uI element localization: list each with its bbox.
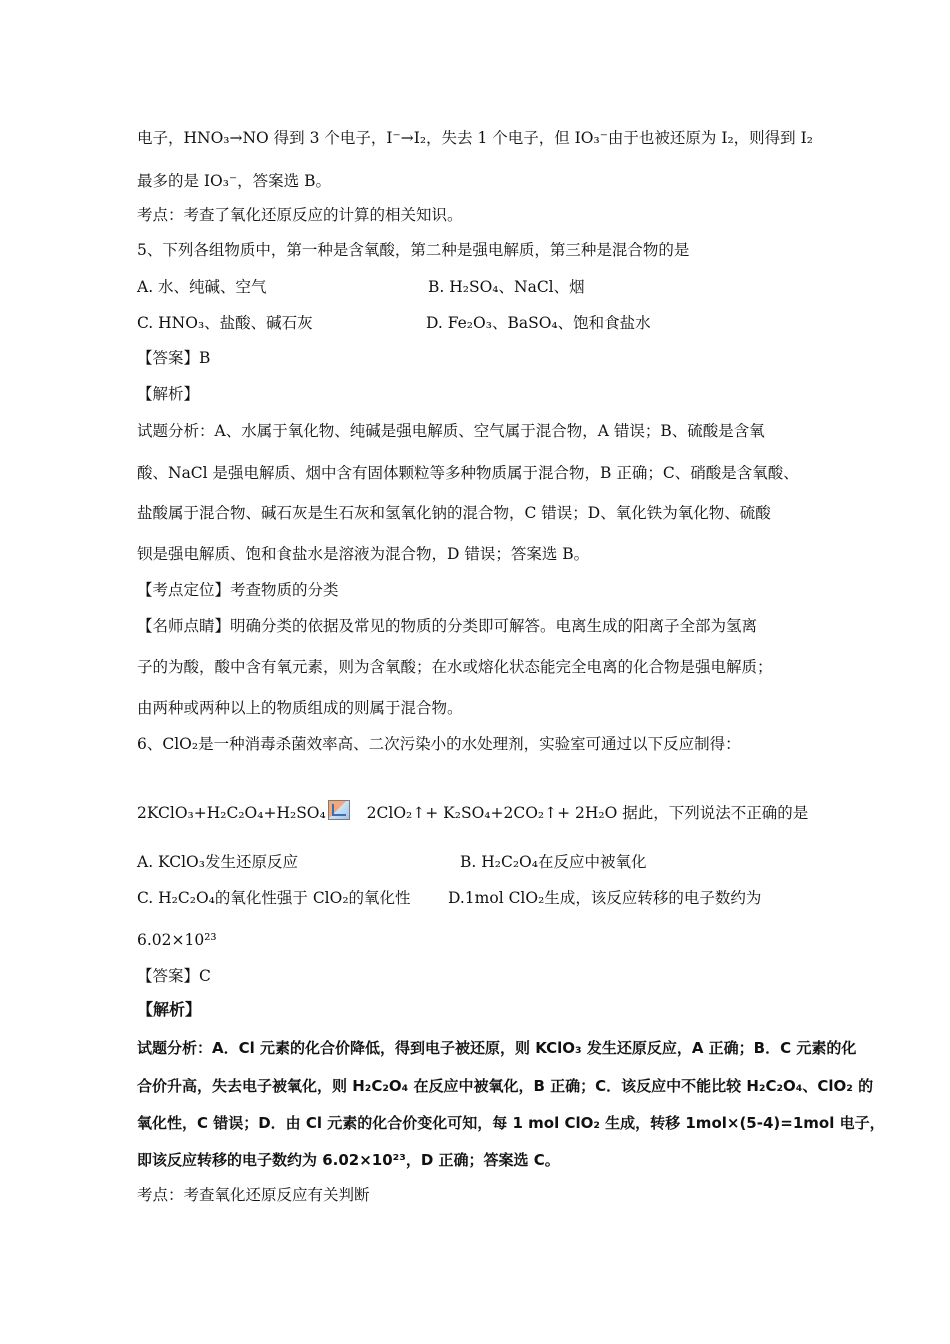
option-d: D.1mol ClO₂生成，该反应转移的电子数约为 [448, 889, 762, 907]
equation-products: 2ClO₂↑+ K₂SO₄+2CO₂↑+ 2H₂O 据此，下列说法不正确的是 [366, 804, 809, 822]
analysis-line: 盐酸属于混合物、碱石灰是生石灰和氢氧化钠的混合物，C 错误；D、氧化铁为氧化物、硫酸 [137, 504, 771, 522]
analysis-heading: 【解析】 [137, 1000, 202, 1019]
option-b: B. H₂C₂O₄在反应中被氧化 [460, 853, 647, 871]
equation-line [137, 800, 808, 823]
analysis-line: 试题分析：A、水属于氧化物、纯碱是强电解质、空气属于混合物，A 错误；B、硫酸是含氧 [137, 422, 765, 440]
analysis-line: 合价升高，失去电子被氧化，则 H₂C₂O₄ 在反应中被氧化，B 正确；C．该反应中不能比较 H₂C₂O₄、ClO₂ 的 [137, 1077, 874, 1095]
key-point-line: 考点：考查氧化还原反应有关判断 [137, 1186, 370, 1204]
question-6: 6、ClO₂是一种消毒杀菌效率高、二次污染小的水处理剂，实验室可通过以下反应制得： [137, 735, 741, 753]
option-d: D. Fe₂O₃、BaSO₄、饱和食盐水 [426, 314, 651, 332]
option-c: C. H₂C₂O₄的氧化性强于 ClO₂的氧化性 [137, 889, 411, 907]
option-c: C. HNO₃、盐酸、碱石灰 [137, 314, 313, 332]
note-line: 考点：考查了氧化还原反应的计算的相关知识。 [137, 206, 463, 224]
option-d-continued: 6.02×10²³ [137, 931, 217, 949]
analysis-line: 氧化性，C 错误；D．由 Cl 元素的化合价变化可知，每 1 mol ClO₂ 生成，转移 1mol×(5-4)=1mol 电子， [137, 1114, 885, 1132]
analysis-line: 钡是强电解质、饱和食盐水是溶液为混合物，D 错误；答案选 B。 [137, 545, 590, 563]
answer-label: 【答案】C [137, 967, 211, 985]
equation-reactants: 2KClO₃+H₂C₂O₄+H₂SO₄ [137, 804, 326, 822]
key-point-line: 【考点定位】考查物质的分类 [137, 581, 339, 599]
option-a: A. 水、纯碱、空气 [137, 278, 267, 296]
option-b: B. H₂SO₄、NaCl、烟 [428, 278, 585, 296]
teacher-note-line: 由两种或两种以上的物质组成的则属于混合物。 [137, 699, 463, 717]
teacher-note-line: 【名师点睛】明确分类的依据及常见的物质的分类即可解答。电离生成的阳离子全部为氢离 [137, 617, 758, 635]
text-line: 电子，HNO₃→NO 得到 3 个电子，I⁻→I₂，失去 1 个电子，但 IO₃⁻由于也被还原为 I₂，则得到 I₂ [137, 129, 813, 147]
analysis-line: 试题分析：A．Cl 元素的化合价降低，得到电子被还原，则 KClO₃ 发生还原反应，A 正确；B．C 元素的化 [137, 1039, 857, 1057]
analysis-heading: 【解析】 [137, 385, 200, 403]
option-a: A. KClO₃发生还原反应 [137, 853, 298, 871]
text-line: 最多的是 IO₃⁻，答案选 B。 [137, 172, 331, 190]
analysis-line: 即该反应转移的电子数约为 6.02×10²³，D 正确；答案选 C。 [137, 1151, 560, 1169]
answer-label: 【答案】B [137, 349, 211, 367]
analysis-line: 酸、NaCl 是强电解质、烟中含有固体颗粒等多种物质属于混合物，B 正确；C、硝酸是含氧酸、 [137, 464, 799, 482]
reaction-arrow-image-icon [328, 800, 350, 820]
question-5: 5、下列各组物质中，第一种是含氧酸，第二种是强电解质，第三种是混合物的是 [137, 241, 690, 259]
teacher-note-line: 子的为酸，酸中含有氧元素，则为含氧酸；在水或熔化状态能完全电离的化合物是强电解质； [137, 658, 773, 676]
